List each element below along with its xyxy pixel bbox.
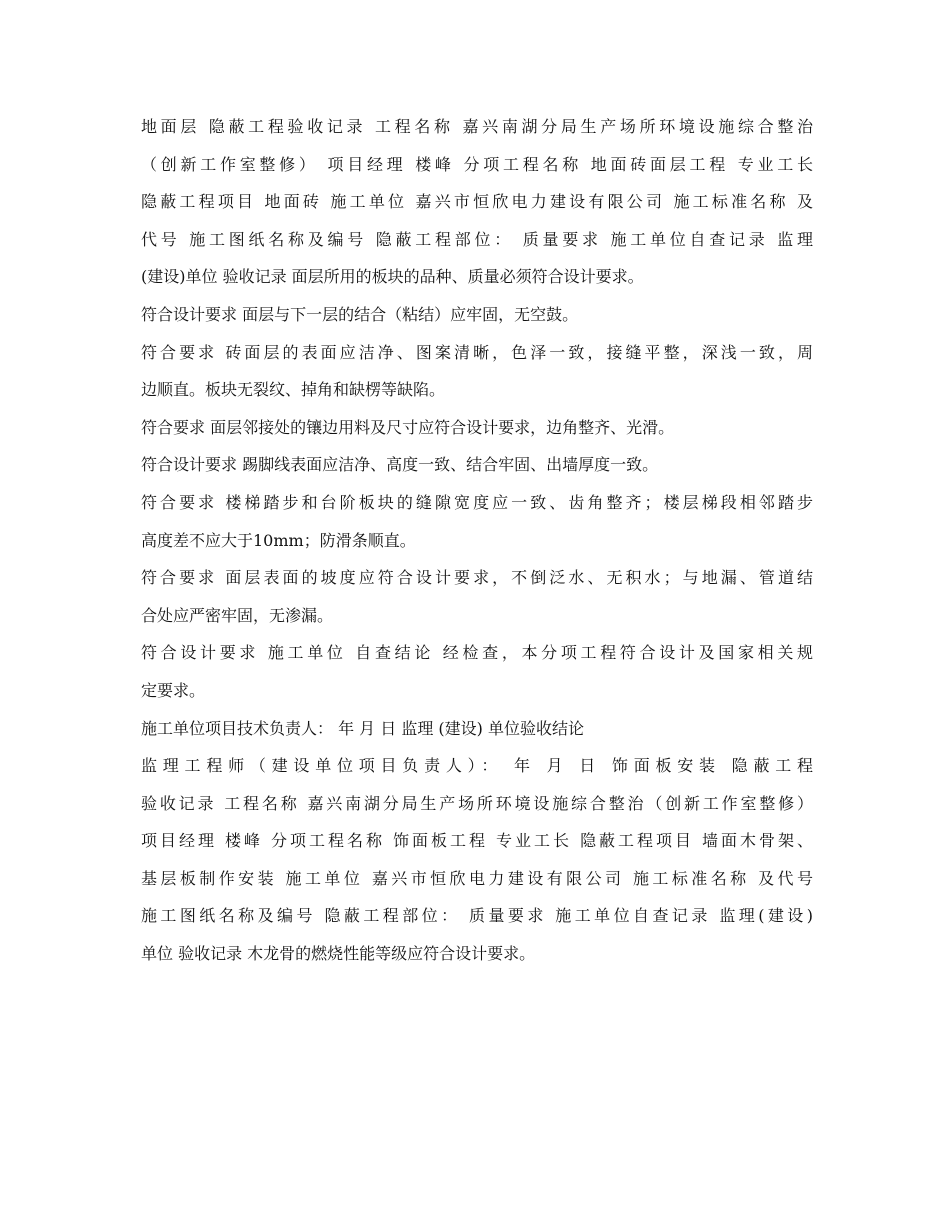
text-line: （创新工作室整修） 项目经理 楼峰 分项工程名称 地面砖面层工程 专业工长 xyxy=(141,154,813,174)
text-line: 符合要求 楼梯踏步和台阶板块的缝隙宽度应一致、齿角整齐；楼层梯段相邻踏步 xyxy=(141,492,813,512)
text-line: (建设)单位 验收记录 面层所用的板块的品种、质量必须符合设计要求。 xyxy=(141,267,644,287)
text-line: 监理工程师（建设单位项目负责人）： 年 月 日 饰面板安装 隐蔽工程 xyxy=(141,756,813,776)
text-line: 边顺直。板块无裂纹、掉角和缺楞等缺陷。 xyxy=(141,380,446,400)
text-line: 基层板制作安装 施工单位 嘉兴市恒欣电力建设有限公司 施工标准名称 及代号 xyxy=(141,868,813,888)
text-line: 符合设计要求 面层与下一层的结合（粘结）应牢固，无空鼓。 xyxy=(141,304,579,324)
text-line: 地面层 隐蔽工程验收记录 工程名称 嘉兴南湖分局生产场所环境设施综合整治 xyxy=(141,117,813,136)
text-line: 符合设计要求 施工单位 自查结论 经检查，本分项工程符合设计及国家相关规 xyxy=(141,643,813,663)
text-line: 隐蔽工程项目 地面砖 施工单位 嘉兴市恒欣电力建设有限公司 施工标准名称 及 xyxy=(141,192,813,212)
text-line: 验收记录 工程名称 嘉兴南湖分局生产场所环境设施综合整治（创新工作室整修） xyxy=(141,793,813,813)
text-line: 代号 施工图纸名称及编号 隐蔽工程部位： 质量要求 施工单位自查记录 监理 xyxy=(141,229,813,249)
text-line: 施工图纸名称及编号 隐蔽工程部位： 质量要求 施工单位自查记录 监理(建设) xyxy=(141,906,813,926)
text-line: 项目经理 楼峰 分项工程名称 饰面板工程 专业工长 隐蔽工程项目 墙面木骨架、 xyxy=(141,831,813,851)
text-line: 高度差不应大于10mm；防滑条顺直。 xyxy=(141,530,416,550)
text-line: 合处应严密牢固，无渗漏。 xyxy=(141,605,334,625)
text-line: 符合设计要求 踢脚线表面应洁净、高度一致、结合牢固、出墙厚度一致。 xyxy=(141,455,659,475)
text-line: 施工单位项目技术负责人： 年 月 日 监理 (建设) 单位验收结论 xyxy=(141,718,585,738)
text-line: 符合要求 砖面层的表面应洁净、图案清晰，色泽一致，接缝平整，深浅一致，周 xyxy=(141,342,813,362)
text-line: 符合要求 面层邻接处的镶边用料及尺寸应符合设计要求，边角整齐、光滑。 xyxy=(141,417,675,437)
text-line: 单位 验收记录 木龙骨的燃烧性能等级应符合设计要求。 xyxy=(141,944,536,964)
document-body xyxy=(141,108,813,973)
text-line: 符合要求 面层表面的坡度应符合设计要求，不倒泛水、无积水；与地漏、管道结 xyxy=(141,568,813,588)
text-line: 定要求。 xyxy=(141,680,206,700)
